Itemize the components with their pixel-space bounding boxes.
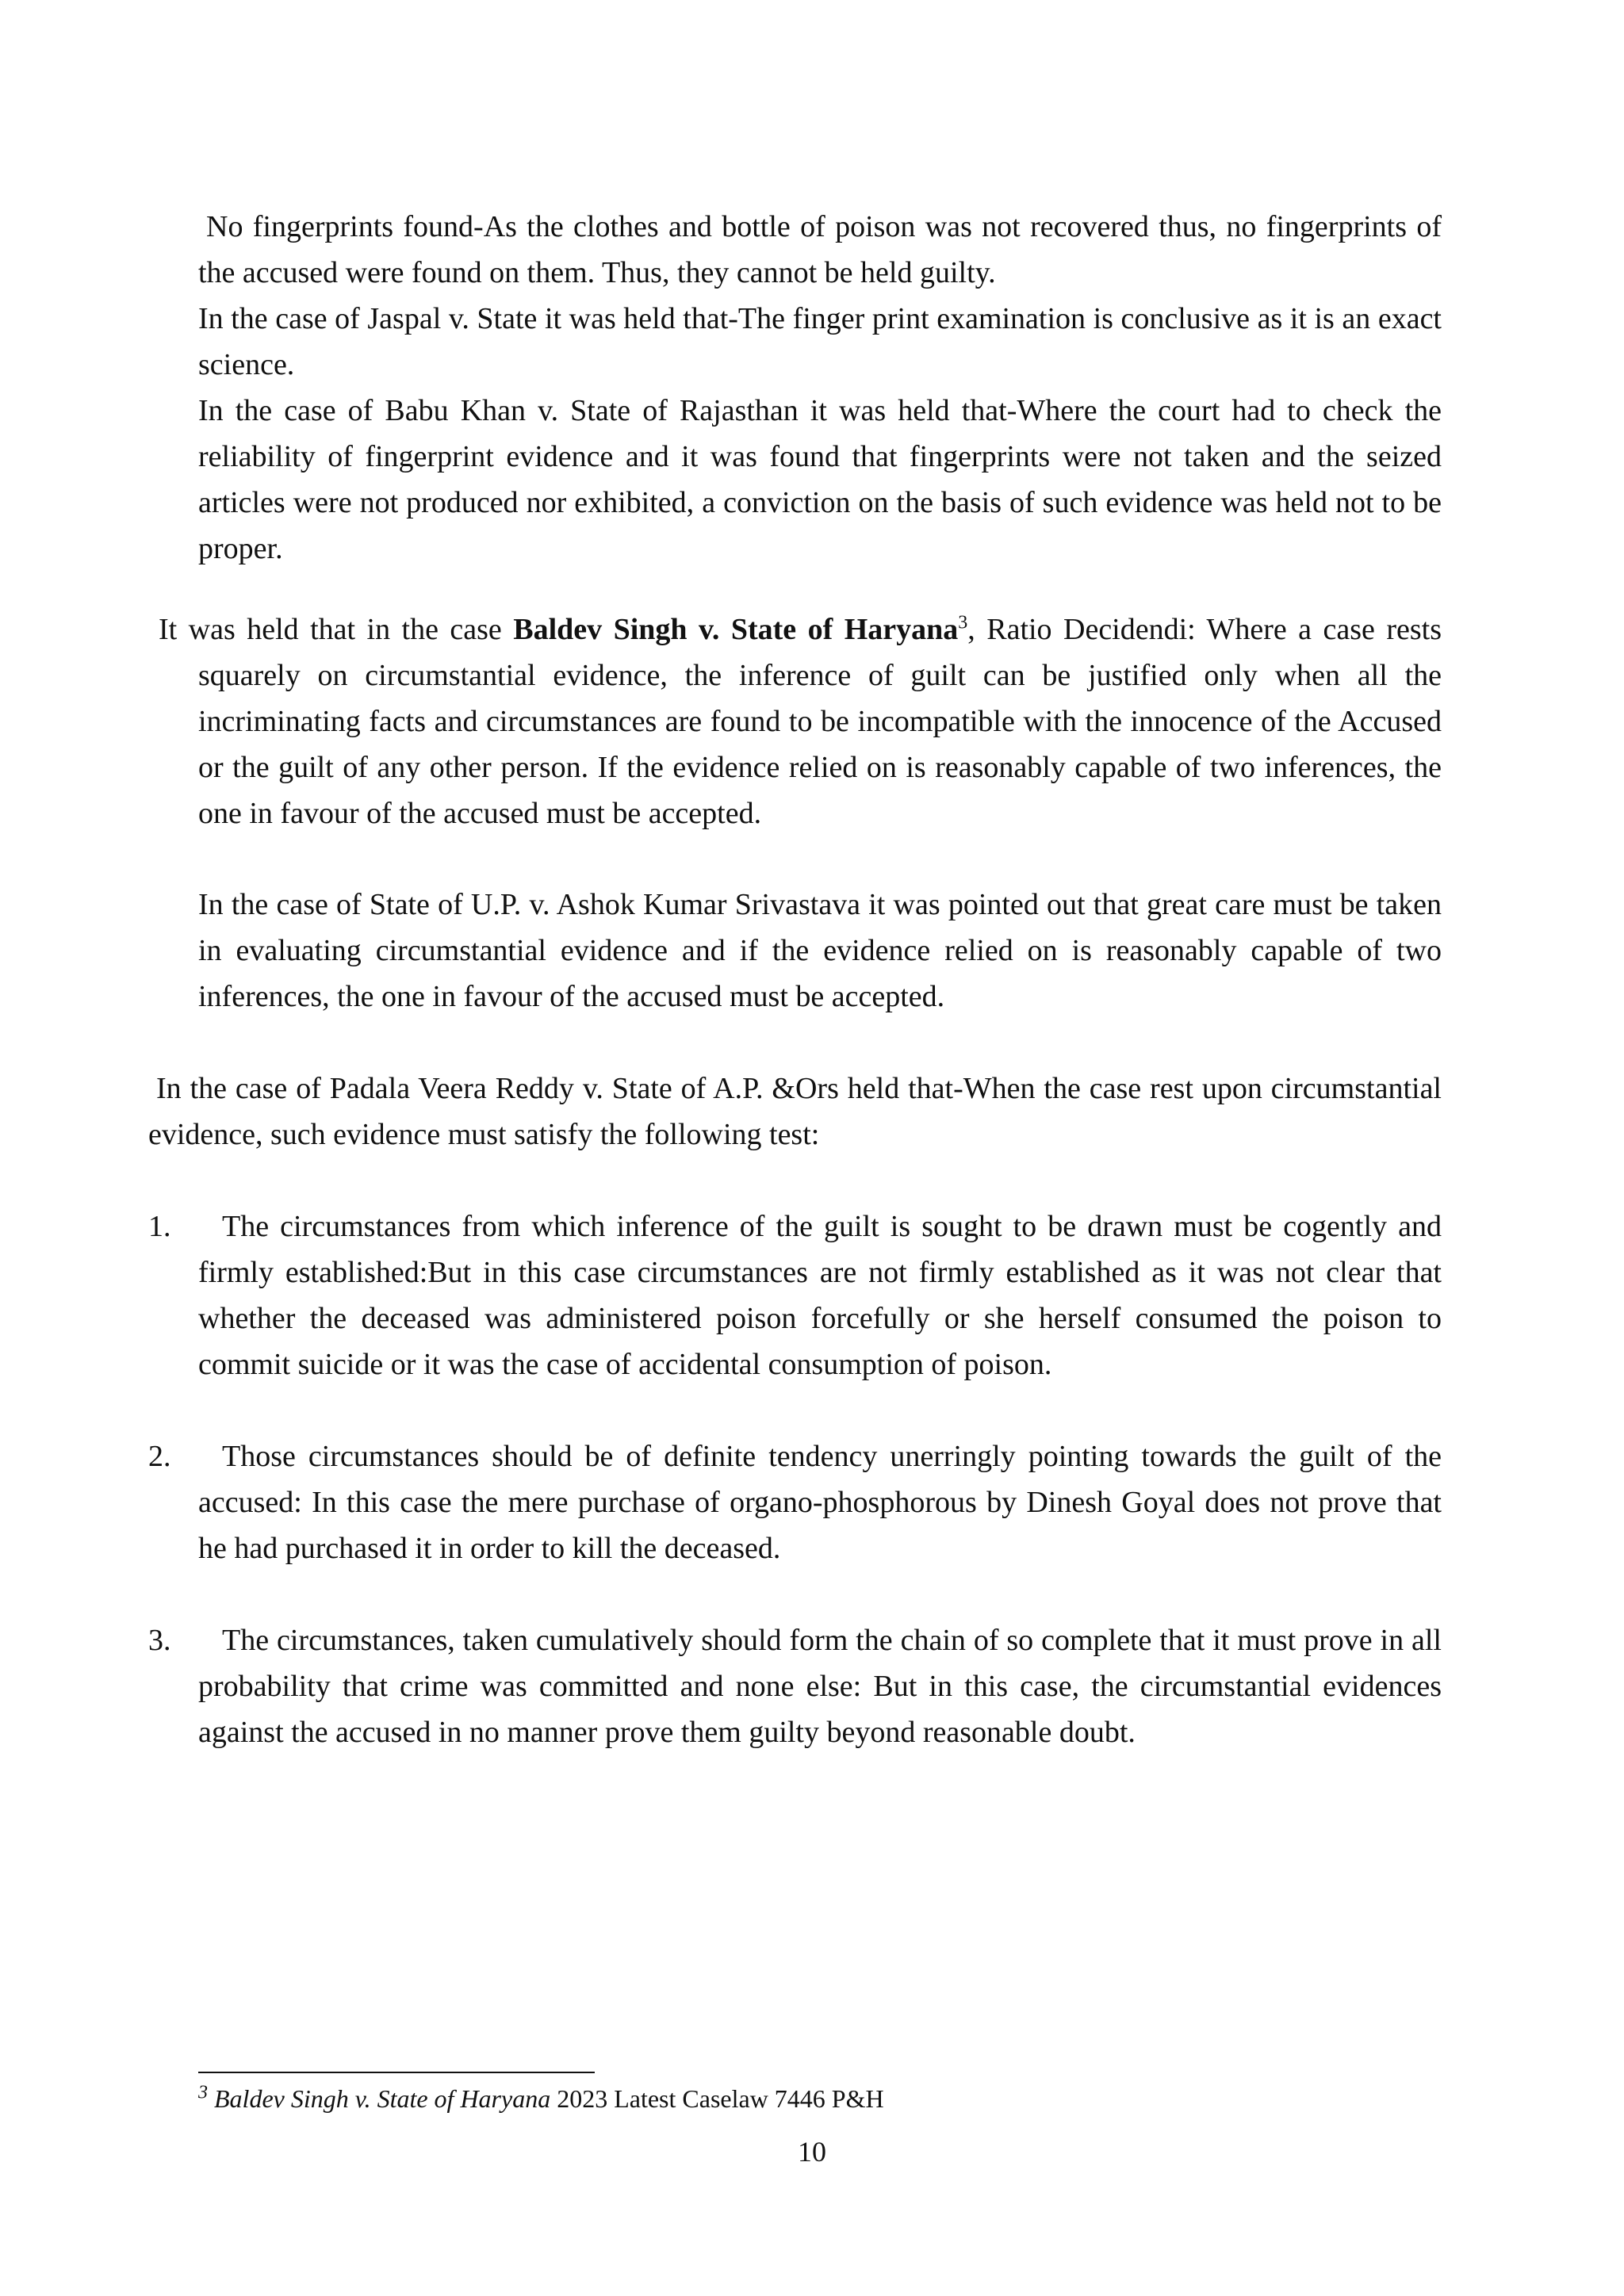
list-item-number: 3. xyxy=(148,1624,171,1657)
fingerprints-intro: No fingerprints found-As the clothes and bottle of poison was not recovered thus, no fingerprints of the accused were found on them. Thus, they cannot be held guilty. xyxy=(198,210,1442,289)
footnote-number: 3 xyxy=(198,2082,208,2103)
list-item-text: Those circumstances should be of definite tendency unerringly pointing towards the guilt of the accused: In this case the mere purchase of organo-phosphorous by Dinesh Goyal does not prove that he had purchased it in order to kill the deceased. xyxy=(198,1440,1442,1565)
list-item-text: The circumstances, taken cumulatively should form the chain of so complete that it must prove in all probability that crime was committed and none else: But in this case, the circumstantial evidences against the accused in no manner prove them guilty beyond reasonable doubt. xyxy=(198,1624,1442,1749)
baldev-singh-paragraph xyxy=(159,607,1442,836)
footnote xyxy=(198,2081,884,2116)
fingerprints-paragraph xyxy=(198,204,1442,572)
padala-text: In the case of Padala Veera Reddy v. State of A.P. &Ors held that-When the case rest upon circumstantial evidence, such evidence must satisfy the following test: xyxy=(148,1072,1442,1151)
list-item xyxy=(198,1203,1442,1387)
baldev-body: , Ratio Decidendi: Where a case rests squarely on circumstantial evidence, the inference of guilt can be justified only when all the incriminating facts and circumstances are found to be incompatible with the innocence of the Accused or the guilt of any other person. If the evidence relied on is reasonably capable of two inferences, the one in favour of the accused must be accepted. xyxy=(198,613,1442,830)
footnote-case-name: Baldev Singh v. State of Haryana xyxy=(214,2084,551,2113)
list-item-number: 1. xyxy=(148,1210,171,1243)
list-item-number: 2. xyxy=(148,1440,171,1473)
footnote-divider xyxy=(198,2072,595,2073)
footnote-citation: 2023 Latest Caselaw 7446 P&H xyxy=(550,2084,884,2113)
ashok-kumar-paragraph xyxy=(198,882,1442,1020)
page-number: 10 xyxy=(798,2136,826,2168)
list-item xyxy=(198,1433,1442,1571)
jaspal-case-text: In the case of Jaspal v. State it was held that-The finger print examination is conclusive as it is an exact science. xyxy=(198,302,1442,381)
babu-khan-case-text: In the case of Babu Khan v. State of Rajasthan it was held that-Where the court had to check the reliability of fingerprint evidence and it was found that fingerprints were not taken and the seized articles were not produced nor exhibited, a conviction on the basis of such evidence was held not to be proper. xyxy=(198,394,1442,565)
ashok-kumar-text: In the case of State of U.P. v. Ashok Kumar Srivastava it was pointed out that great care must be taken in evaluating circumstantial evidence and if the evidence relied on is reasonably capable of two inferences, the one in favour of the accused must be accepted. xyxy=(198,888,1442,1013)
padala-paragraph xyxy=(148,1066,1442,1158)
baldev-case-name: Baldev Singh v. State of Haryana xyxy=(513,613,959,646)
footnote-reference[interactable]: 3 xyxy=(958,612,968,633)
baldev-prefix: It was held that in the case xyxy=(159,613,514,646)
list-item-text: The circumstances from which inference of the guilt is sought to be drawn must be cogently and firmly established:But in this case circumstances are not firmly established as it was not clear that whether the deceased was administered poison forcefully or she herself consumed the poison to commit suicide or it was the case of accidental consumption of poison. xyxy=(198,1210,1442,1381)
list-item xyxy=(198,1617,1442,1755)
